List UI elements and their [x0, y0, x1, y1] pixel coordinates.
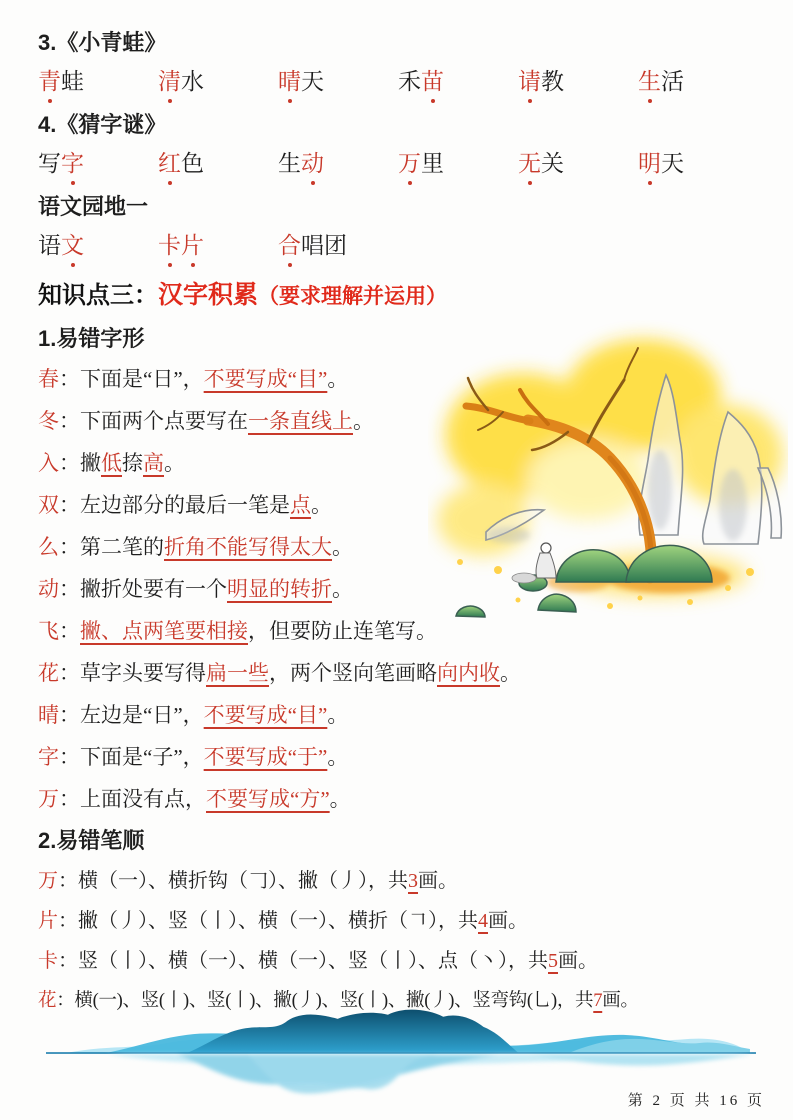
- tip-text: 上面没有点，: [80, 787, 206, 811]
- emphasized-text: 高: [143, 451, 164, 475]
- page-number: 第 2 页 共 16 页: [627, 1093, 765, 1109]
- tip-text: 。: [332, 577, 353, 601]
- emphasized-text: 点: [290, 493, 311, 517]
- tip-text: 撇: [80, 451, 101, 475]
- vocab-char: 写: [38, 151, 61, 176]
- tip-text: 横(一)、竖(丨)、竖(丨)、撇(丿)、竖(丨)、撇(丿)、竖弯钩(乚)，共: [74, 991, 594, 1011]
- vocab-word: [38, 68, 158, 100]
- vocab-word: [398, 150, 518, 182]
- key-character: 春: [38, 367, 59, 391]
- colon: ：: [58, 910, 78, 932]
- vocab-char-highlighted: 卡: [158, 233, 181, 258]
- colon: ：: [59, 787, 80, 811]
- emphasized-text: 明显的转折: [227, 577, 332, 601]
- stroke-order-lines: [38, 868, 759, 1014]
- vocab-char-highlighted: 字: [61, 151, 84, 176]
- vocab-word: [158, 232, 278, 264]
- tip-text: 第二笔的: [80, 535, 164, 559]
- emphasized-text: 5: [548, 950, 558, 972]
- subsection-title-stroke-orders: 2.易错笔顺: [38, 828, 145, 853]
- colon: ：: [59, 619, 80, 643]
- colon: ：: [56, 991, 75, 1011]
- vocab-word: [278, 150, 398, 182]
- emphasized-text: 向内收: [437, 661, 500, 685]
- key-character: 晴: [38, 703, 59, 727]
- vocab-word: [638, 68, 758, 100]
- vocab-char-highlighted: 合: [278, 233, 301, 258]
- vocab-word-row: [38, 232, 758, 264]
- tip-text: 。: [332, 535, 353, 559]
- vocab-char-highlighted: 青: [38, 69, 61, 94]
- subsection-title-error-shapes: 1.易错字形: [38, 326, 145, 351]
- tip-text: 。: [327, 703, 349, 727]
- vocab-char-highlighted: 片: [181, 233, 204, 258]
- stroke-order-line: [38, 908, 759, 934]
- tip-text: 左边是“日”，: [80, 703, 204, 727]
- vocab-char-highlighted: 清: [158, 69, 181, 94]
- vocab-char-highlighted: 红: [158, 151, 181, 176]
- vocab-char: 色: [181, 151, 204, 176]
- error-shape-line: [38, 786, 759, 812]
- tip-text: 横（一）、横折钩（𠃌）、撇（丿），共: [78, 870, 408, 892]
- emphasized-text: 4: [478, 910, 488, 932]
- error-shape-line: [38, 702, 759, 728]
- vocab-word: [518, 150, 638, 182]
- colon: ：: [59, 493, 80, 517]
- emphasized-text: 扁一些: [206, 661, 269, 685]
- colon: ：: [59, 703, 80, 727]
- knowledge-point-note: （要求理解并运用）: [258, 285, 448, 308]
- error-shape-line: [38, 408, 759, 434]
- vocab-char-highlighted: 苗: [421, 69, 444, 94]
- tip-text: 竖（丨）、横（一）、横（一）、竖（丨）、点（丶），共: [78, 950, 548, 972]
- emphasized-text: 不要写成“方”: [206, 787, 330, 811]
- tip-text: 撇折处要有一个: [80, 577, 227, 601]
- vocab-word: [38, 232, 158, 264]
- vocab-char: 里: [421, 151, 444, 176]
- error-shape-line: [38, 744, 759, 770]
- key-character: 动: [38, 577, 59, 601]
- tip-text: ，但要防止连笔写。: [248, 619, 437, 643]
- key-character: 么: [38, 535, 59, 559]
- tip-text: 捺: [122, 451, 143, 475]
- lesson-title: 4.《猜字谜》: [38, 112, 167, 137]
- vocab-char: 团: [324, 233, 347, 258]
- error-shape-line: [38, 492, 759, 518]
- error-shape-line: [38, 534, 759, 560]
- key-character: 冬: [38, 409, 59, 433]
- vocab-char: 水: [181, 69, 204, 94]
- emphasized-text: 折角不能写得太大: [164, 535, 332, 559]
- vocab-char-highlighted: 请: [518, 69, 541, 94]
- vocab-char: 关: [541, 151, 564, 176]
- tip-text: 。: [327, 745, 349, 769]
- emphasized-text: 低: [101, 451, 122, 475]
- vocab-char-highlighted: 明: [638, 151, 661, 176]
- colon: ：: [59, 577, 80, 601]
- vocab-char-highlighted: 动: [301, 151, 324, 176]
- vocab-word-row: [38, 150, 758, 182]
- emphasized-text: 3: [408, 870, 418, 892]
- emphasized-text: 7: [593, 991, 603, 1011]
- tip-text: 下面是“日”，: [80, 367, 204, 391]
- vocab-word: [518, 68, 638, 100]
- vocab-char-highlighted: 无: [518, 151, 541, 176]
- tip-text: 左边部分的最后一笔是: [80, 493, 290, 517]
- error-shape-lines: [38, 366, 759, 812]
- colon: ：: [58, 870, 78, 892]
- colon: ：: [59, 745, 80, 769]
- vocab-word: [398, 68, 518, 100]
- colon: ：: [58, 950, 78, 972]
- key-character: 双: [38, 493, 59, 517]
- knowledge-point-label: 知识点三：: [38, 282, 158, 309]
- tip-text: 撇（丿）、竖（丨）、横（一）、横折（𠃍），共: [78, 910, 478, 932]
- vocab-char-highlighted: 晴: [278, 69, 301, 94]
- error-shape-line: [38, 660, 759, 686]
- error-shape-line: [38, 450, 759, 476]
- vocab-word: [38, 150, 158, 182]
- tip-text: 画。: [602, 991, 639, 1011]
- watercolor-water-decoration: [46, 1004, 760, 1098]
- tip-text: 下面是“子”，: [80, 745, 204, 769]
- tip-text: 。: [500, 661, 521, 685]
- key-character: 字: [38, 745, 59, 769]
- vocab-word: [278, 68, 398, 100]
- tip-text: 。: [164, 451, 185, 475]
- tip-text: 。: [353, 409, 374, 433]
- vocab-char-highlighted: 生: [638, 69, 661, 94]
- vocab-word: [158, 68, 278, 100]
- emphasized-text: 撇、点两笔要相接: [80, 619, 248, 643]
- knowledge-point-heading: [38, 280, 759, 314]
- error-shape-line: [38, 366, 759, 392]
- stroke-order-line: [38, 868, 759, 894]
- knowledge-point-title: 汉字积累: [158, 281, 259, 309]
- vocab-char: 语: [38, 233, 61, 258]
- vocab-word: [638, 150, 758, 182]
- tip-text: 下面两个点要写在: [80, 409, 248, 433]
- vocab-char: 天: [301, 69, 324, 94]
- emphasized-text: 一条直线上: [248, 409, 353, 433]
- vocab-word: [278, 232, 398, 264]
- tip-text: 画。: [488, 910, 528, 932]
- emphasized-text: 不要写成“于”: [203, 745, 328, 769]
- colon: ：: [59, 535, 80, 559]
- tip-text: ，两个竖向笔画略: [269, 661, 437, 685]
- key-character: 入: [38, 451, 59, 475]
- vocab-char: 活: [661, 69, 684, 94]
- tip-text: 草字头要写得: [80, 661, 206, 685]
- colon: ：: [59, 451, 80, 475]
- vocab-char: 生: [278, 151, 301, 176]
- key-character: 花: [38, 991, 57, 1011]
- tip-text: 。: [329, 787, 351, 811]
- key-character: 万: [38, 870, 58, 892]
- tip-text: 。: [311, 493, 332, 517]
- key-character: 卡: [38, 950, 58, 972]
- key-character: 万: [38, 787, 59, 811]
- tip-text: 。: [327, 367, 349, 391]
- vocab-char: 唱: [301, 233, 324, 258]
- emphasized-text: 不要写成“目”: [203, 367, 328, 391]
- stroke-order-line: [38, 948, 759, 974]
- stroke-order-line: [38, 988, 759, 1014]
- error-shape-line: [38, 618, 759, 644]
- vocab-char: 禾: [398, 69, 421, 94]
- tip-text: 画。: [418, 870, 458, 892]
- key-character: 片: [38, 910, 58, 932]
- vocab-char: 教: [541, 69, 564, 94]
- colon: ：: [59, 367, 80, 391]
- emphasized-text: 不要写成“目”: [203, 703, 328, 727]
- lesson-title: 3.《小青蛙》: [38, 30, 167, 55]
- vocab-sections: [38, 30, 759, 264]
- lesson-title: 语文园地一: [38, 194, 149, 219]
- vocab-char: 天: [661, 151, 684, 176]
- tip-text: 画。: [558, 950, 598, 972]
- vocab-char-highlighted: 万: [398, 151, 421, 176]
- vocab-char-highlighted: 文: [61, 233, 84, 258]
- vocab-word: [158, 150, 278, 182]
- error-shape-line: [38, 576, 759, 602]
- key-character: 花: [38, 661, 59, 685]
- colon: ：: [59, 409, 80, 433]
- vocab-word-row: [38, 68, 758, 100]
- key-character: 飞: [38, 619, 59, 643]
- colon: ：: [59, 661, 80, 685]
- vocab-char: 蛙: [61, 69, 84, 94]
